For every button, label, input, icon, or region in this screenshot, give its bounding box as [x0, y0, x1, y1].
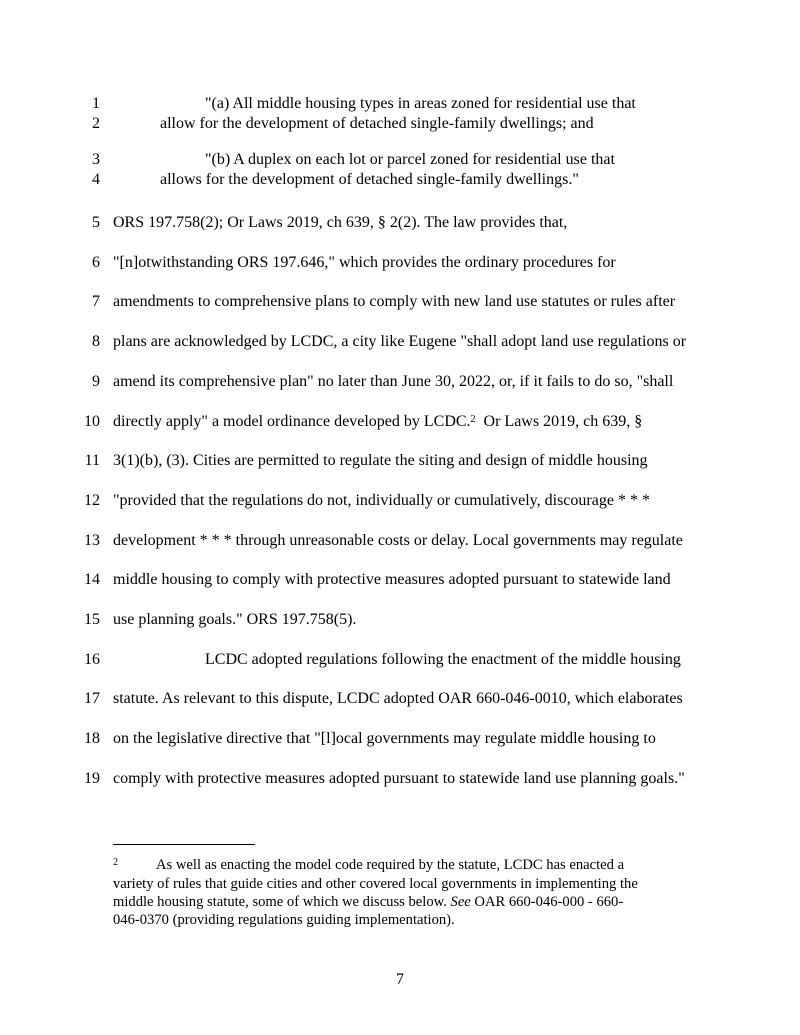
- footnote-reference: 2: [470, 413, 476, 425]
- line-number: 8: [92, 333, 100, 351]
- line-number: 14: [84, 571, 100, 589]
- line-text: allows for the development of detached single-family dwellings.": [160, 171, 579, 188]
- line-number: 4: [92, 171, 100, 188]
- line-text: use planning goals." ORS 197.758(5).: [113, 611, 357, 628]
- text-line: [160, 115, 594, 133]
- line-text: "(b) A duplex on each lot or parcel zoned for residential use that: [205, 151, 615, 168]
- footnote-line: variety of rules that guide cities and other covered local governments in implementing the: [113, 876, 638, 892]
- text-line: [205, 651, 681, 669]
- footnote-line: $^2$ As well as enacting the model code required by the statute, LCDC has enacted a: [113, 857, 625, 873]
- line-number: 10: [84, 412, 100, 430]
- line-number: 7: [92, 293, 100, 311]
- line-number: 1: [92, 95, 100, 112]
- line-text: development * * * through unreasonable costs or delay. Local governments may regulate: [113, 531, 683, 549]
- line-number: 6: [92, 253, 100, 271]
- line-text: amend its comprehensive plan" no later than June 30, 2022, or, if it fails to do so, "shall: [113, 372, 674, 390]
- text-line: [205, 95, 636, 113]
- line-number: 5: [92, 214, 100, 231]
- text-line: [113, 730, 656, 748]
- line-text: on the legislative directive that "[l]ocal governments may regulate middle housing to: [113, 730, 656, 748]
- line-number: 15: [84, 611, 100, 628]
- text-line: [113, 373, 673, 391]
- footnote-line: 046-0370 (providing regulations guiding implementation).: [113, 912, 455, 928]
- line-number: 17: [84, 690, 100, 708]
- line-text: statute. As relevant to this dispute, LCDC adopted OAR 660-046-0010, which elaborates: [113, 690, 683, 708]
- text-line: [113, 770, 685, 788]
- line-text: plans are acknowledged by LCDC, a city like Eugene "shall adopt land use regulations or: [113, 333, 687, 351]
- footnote-divider: [113, 844, 255, 845]
- line-text: LCDC adopted regulations following the enactment of the middle housing: [205, 650, 681, 668]
- line-number: 2: [92, 115, 100, 132]
- line-text: "(a) All middle housing types in areas zoned for residential use that: [205, 95, 636, 112]
- line-number: 12: [84, 491, 100, 509]
- text-line: [113, 293, 675, 311]
- line-text: Or Laws 2019, ch 639, §: [475, 412, 643, 430]
- line-number: 19: [84, 769, 100, 787]
- text-line: [113, 214, 567, 232]
- text-line: [113, 690, 683, 708]
- footnote-marker: 2: [113, 857, 118, 868]
- text-line: [113, 413, 642, 431]
- line-text: ORS 197.758(2); Or Laws 2019, ch 639, § 2(2). The law provides that,: [113, 214, 568, 231]
- line-text: directly apply" a model ordinance developed by LCDC.: [113, 412, 471, 430]
- line-text: amendments to comprehensive plans to comply with new land use statutes or rules after: [113, 293, 676, 311]
- text-line: [113, 254, 616, 272]
- page-number: 7: [396, 971, 404, 988]
- text-line: [113, 492, 650, 510]
- text-line: [113, 611, 356, 629]
- line-text: middle housing to comply with protective measures adopted pursuant to statewide land: [113, 571, 671, 589]
- line-number: 13: [84, 531, 100, 549]
- line-text: allow for the development of detached single-family dwellings; and: [160, 115, 594, 132]
- text-line: [205, 151, 615, 169]
- text-line: [113, 333, 686, 351]
- line-number: 9: [92, 372, 100, 390]
- line-number: 16: [84, 650, 100, 668]
- footnote-line: middle housing statute, some of which we discuss below. See OAR 660-046-000 - 660-: [113, 894, 624, 910]
- text-line: [113, 571, 671, 589]
- line-number: 11: [84, 452, 100, 470]
- line-text: "provided that the regulations do not, individually or cumulatively, discourage * * *: [113, 491, 650, 509]
- text-line: [160, 171, 579, 189]
- line-number: 18: [84, 730, 100, 748]
- text-line: [113, 452, 648, 470]
- line-text: 3(1)(b), (3). Cities are permitted to regulate the siting and design of middle housing: [113, 452, 648, 470]
- line-text: comply with protective measures adopted pursuant to statewide land use planning goals.": [113, 769, 685, 787]
- line-text: "[n]otwithstanding ORS 197.646," which provides the ordinary procedures for: [113, 253, 616, 271]
- line-number: 3: [92, 151, 100, 168]
- text-line: [113, 532, 683, 550]
- see-signal: See: [450, 894, 471, 910]
